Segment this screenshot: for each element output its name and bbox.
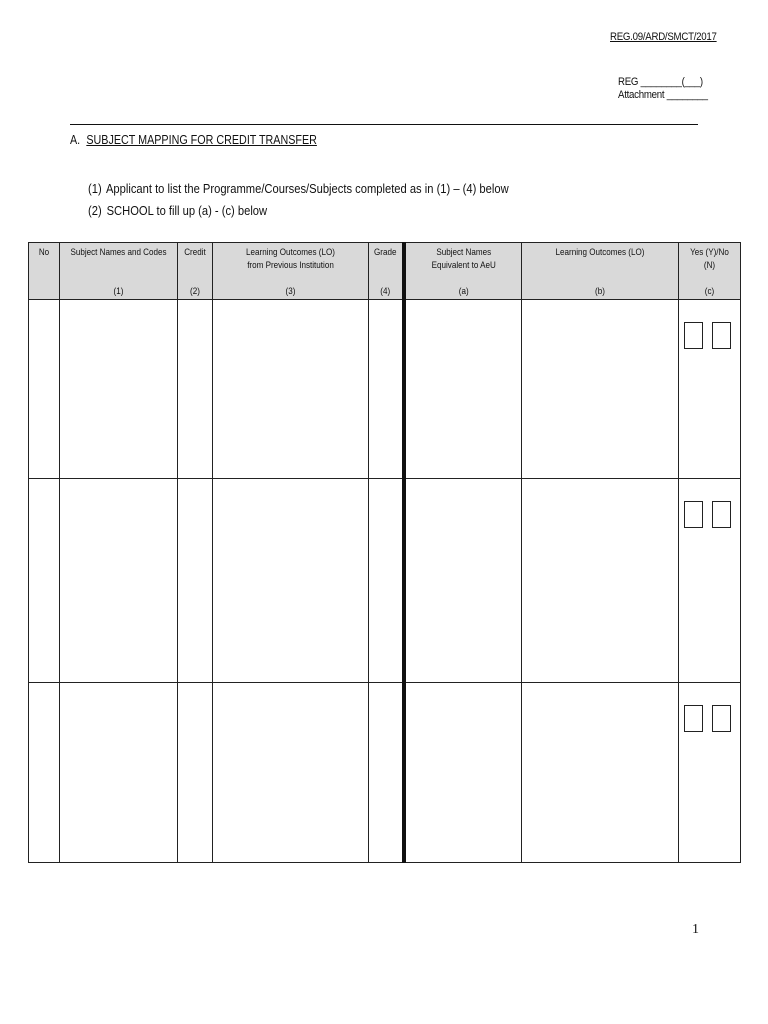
cell-credit[interactable]: [178, 479, 213, 683]
cell-yes-no: [679, 300, 741, 479]
col-header-learning-outcomes-previous: Learning Outcomes (LO) from Previous Institution (3): [213, 243, 369, 300]
cell-subject-names-aeu[interactable]: [404, 479, 522, 683]
cell-learning-outcomes-aeu[interactable]: [522, 683, 679, 863]
col-header-subject-names-codes: Subject Names and Codes (1): [60, 243, 178, 300]
registration-block: [618, 76, 708, 102]
cell-yes-no: [679, 479, 741, 683]
instructions-list: [88, 178, 509, 222]
section-letter: A.: [70, 133, 81, 147]
cell-subject-names-aeu[interactable]: [404, 300, 522, 479]
col-header-credit: Credit (2): [178, 243, 213, 300]
col-header-grade: Grade (4): [369, 243, 404, 300]
section-title-text: SUBJECT MAPPING FOR CREDIT TRANSFER: [86, 133, 317, 147]
table-row: [29, 683, 741, 863]
cell-learning-outcomes-aeu[interactable]: [522, 300, 679, 479]
col-header-subject-names-aeu: Subject Names Equivalent to AeU (a): [404, 243, 522, 300]
instruction-text: Applicant to list the Programme/Courses/Subjects completed as in (1) – (4) below: [105, 181, 509, 196]
instruction-item: [88, 178, 509, 200]
cell-grade[interactable]: [369, 479, 404, 683]
no-checkbox[interactable]: [712, 705, 731, 732]
table-row: [29, 300, 741, 479]
cell-subject-names-codes[interactable]: [60, 300, 178, 479]
cell-credit[interactable]: [178, 683, 213, 863]
section-title: [70, 133, 317, 147]
cell-no[interactable]: [29, 683, 60, 863]
cell-credit[interactable]: [178, 300, 213, 479]
cell-no[interactable]: [29, 479, 60, 683]
page-number: 1: [692, 922, 699, 937]
cell-learning-outcomes-previous[interactable]: [213, 683, 369, 863]
yes-checkbox[interactable]: [684, 322, 703, 349]
cell-subject-names-aeu[interactable]: [404, 683, 522, 863]
cell-learning-outcomes-previous[interactable]: [213, 479, 369, 683]
instruction-item: [88, 200, 509, 222]
cell-grade[interactable]: [369, 300, 404, 479]
no-checkbox[interactable]: [712, 501, 731, 528]
cell-learning-outcomes-previous[interactable]: [213, 300, 369, 479]
cell-subject-names-codes[interactable]: [60, 479, 178, 683]
table-row: [29, 479, 741, 683]
col-header-yes-no: Yes (Y)/No (N) (c): [679, 243, 741, 300]
col-header-no: No: [29, 243, 60, 300]
cell-yes-no: [679, 683, 741, 863]
table-header-row: [29, 243, 741, 300]
instruction-text: SCHOOL to fill up (a) - (c) below: [106, 203, 268, 218]
cell-no[interactable]: [29, 300, 60, 479]
instruction-number: (1): [88, 181, 102, 196]
yes-checkbox[interactable]: [684, 501, 703, 528]
reference-code: REG.09/ARD/SMCT/2017: [610, 31, 717, 43]
cell-grade[interactable]: [369, 683, 404, 863]
attachment-line: Attachment ________: [618, 89, 708, 101]
yes-checkbox[interactable]: [684, 705, 703, 732]
reg-line: REG ________(___): [618, 76, 703, 88]
no-checkbox[interactable]: [712, 322, 731, 349]
subject-mapping-table: [28, 242, 741, 863]
col-header-learning-outcomes-aeu: Learning Outcomes (LO) (b): [522, 243, 679, 300]
header-divider: [70, 124, 698, 125]
cell-subject-names-codes[interactable]: [60, 683, 178, 863]
cell-learning-outcomes-aeu[interactable]: [522, 479, 679, 683]
instruction-number: (2): [88, 203, 102, 218]
